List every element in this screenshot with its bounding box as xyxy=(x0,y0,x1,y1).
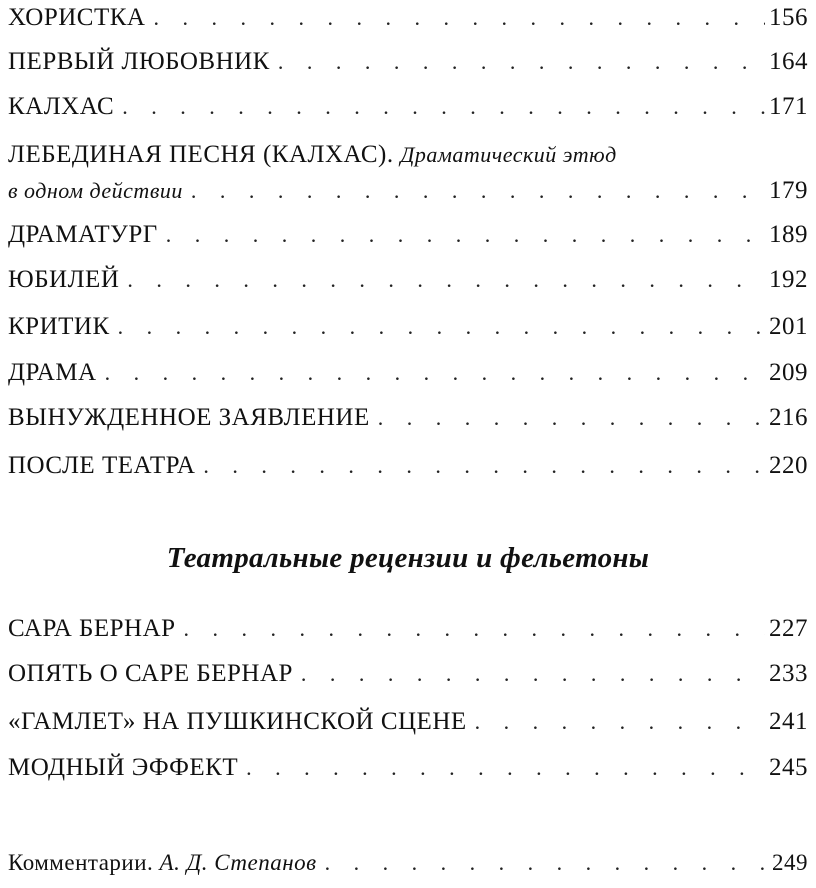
toc-entry-page: 189 xyxy=(769,221,808,248)
toc-entry-page: 241 xyxy=(769,708,808,735)
toc-entry xyxy=(8,0,808,36)
toc-entry-page: 179 xyxy=(769,177,808,204)
toc-entry-page: 164 xyxy=(769,48,808,75)
toc-entry-title: ХОРИСТКА xyxy=(8,4,146,31)
commentary-label: Комментарии. xyxy=(8,850,154,875)
leader-dots xyxy=(166,217,765,253)
toc-entry xyxy=(8,89,808,125)
toc-entry-multiline xyxy=(8,137,808,209)
toc-entry xyxy=(8,355,808,391)
toc-entry-subtitle: Драматический этюд xyxy=(400,142,617,167)
toc-entry-title: ПЕРВЫЙ ЛЮБОВНИК xyxy=(8,48,270,75)
toc-entry-title: ДРАМА xyxy=(8,359,97,386)
section-heading: Театральные рецензии и фельетоны xyxy=(166,542,650,574)
toc-entry-title: МОДНЫЙ ЭФФЕКТ xyxy=(8,754,239,781)
toc-entry-title: ПОСЛЕ ТЕАТРА xyxy=(8,452,196,479)
toc-entry xyxy=(8,217,808,253)
leader-dots xyxy=(122,89,765,125)
toc-entry xyxy=(8,44,808,80)
leader-dots xyxy=(184,611,765,647)
toc-entry xyxy=(8,262,808,298)
toc-entry-title: КРИТИК xyxy=(8,313,110,340)
toc-entry-page: 227 xyxy=(769,615,808,642)
toc-entry xyxy=(8,750,808,786)
toc-entry-page: 245 xyxy=(769,754,808,781)
toc-entry xyxy=(8,400,808,436)
toc-entry-page: 171 xyxy=(769,93,808,120)
toc-entry xyxy=(8,309,808,345)
toc-entry-title: ОПЯТЬ О САРЕ БЕРНАР xyxy=(8,660,293,687)
leader-dots xyxy=(325,845,768,881)
leader-dots xyxy=(118,309,765,345)
leader-dots xyxy=(278,44,765,80)
toc-entry-page: 249 xyxy=(772,850,808,875)
leader-dots xyxy=(203,448,765,484)
toc-page xyxy=(8,0,808,888)
toc-entry-title: ВЫНУЖДЕННОЕ ЗАЯВЛЕНИЕ xyxy=(8,404,370,431)
leader-dots xyxy=(301,656,765,692)
leader-dots xyxy=(105,355,765,391)
toc-entry-title: КАЛХАС xyxy=(8,93,115,120)
toc-entry-page: 201 xyxy=(769,313,808,340)
leader-dots xyxy=(246,750,765,786)
toc-entry-commentary-label xyxy=(8,845,317,881)
toc-entry-title: САРА БЕРНАР xyxy=(8,615,176,642)
toc-entry-title: ДРАМАТУРГ xyxy=(8,221,158,248)
commentary-author: А. Д. Степанов xyxy=(159,850,317,875)
toc-entry-title: «ГАМЛЕТ» НА ПУШКИНСКОЙ СЦЕНЕ xyxy=(8,708,467,735)
toc-entry xyxy=(8,704,808,740)
leader-dots xyxy=(378,400,765,436)
toc-entry-page: 220 xyxy=(769,452,808,479)
toc-entry-subtitle-continued: в одном действии xyxy=(8,178,183,203)
toc-entry xyxy=(8,656,808,692)
toc-entry-page: 216 xyxy=(769,404,808,431)
toc-entry-title: ЮБИЛЕЙ xyxy=(8,266,120,293)
toc-entry-commentary xyxy=(8,845,808,881)
toc-entry xyxy=(8,448,808,484)
toc-entry-page: 156 xyxy=(769,4,808,31)
toc-entry-page: 209 xyxy=(769,359,808,386)
leader-dots xyxy=(153,0,765,36)
toc-entry xyxy=(8,611,808,647)
leader-dots xyxy=(191,173,765,209)
toc-entry-page: 192 xyxy=(769,266,808,293)
leader-dots xyxy=(475,704,765,740)
toc-entry-title: ЛЕБЕДИНАЯ ПЕСНЯ (КАЛХАС). xyxy=(8,141,394,168)
leader-dots xyxy=(127,262,765,298)
toc-entry-page: 233 xyxy=(769,660,808,687)
